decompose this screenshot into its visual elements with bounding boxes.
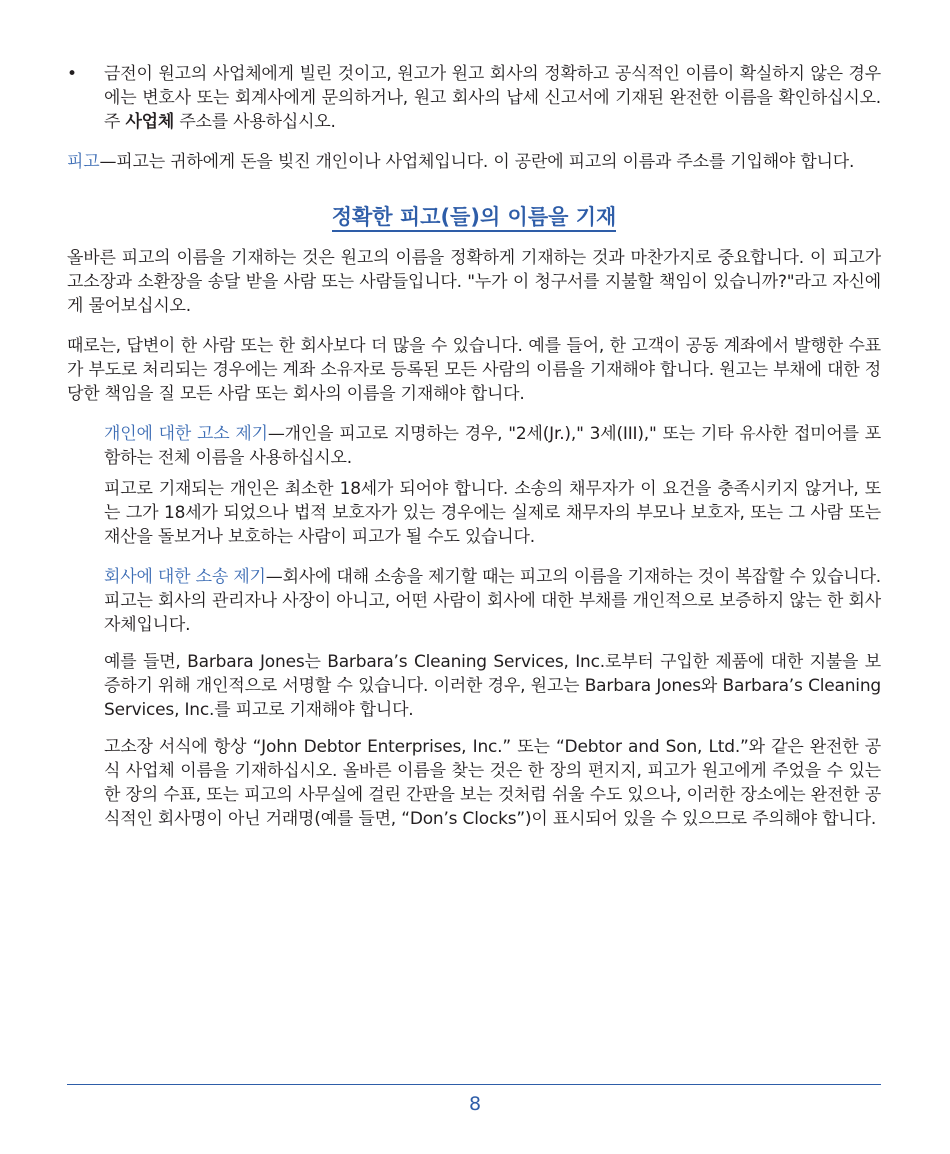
individual-term: 개인에 대한 고소 제기 [104, 424, 268, 444]
page-content [67, 62, 881, 831]
paragraph-business-example: 예를 들면, Barbara Jones는 Barbara’s Cleaning Services, Inc.로부터 구입한 제품에 대한 지불을 보증하기 위해 개인적으로 서명할 수 있습니다. 이러한 경우, 원고는 Barbara Jones와 Barbara’s Cleaning Services, Inc.를 피고로 기재해야 합니다. [104, 652, 882, 720]
defendant-definition-text: —피고는 귀하에게 돈을 빚진 개인이나 사업체입니다. 이 공란에 피고의 이름과 주소를 기입해야 합니다. [99, 152, 855, 172]
section-heading-text: 정확한 피고(들)의 이름을 기재 [332, 205, 617, 232]
business-term: 회사에 대한 소송 제기 [104, 567, 266, 587]
page-number: 8 [468, 1093, 482, 1115]
bullet-marker: • [67, 64, 77, 84]
defendant-definition [67, 150, 881, 174]
bullet-item [67, 62, 881, 134]
individual-definition [67, 422, 881, 470]
paragraph-business-name: 고소장 서식에 항상 “John Debtor Enterprises, Inc.” 또는 “Debtor and Son, Ltd.”와 같은 완전한 공식 사업체 이름을 기재하십시오. 올바른 이름을 찾는 것은 한 장의 편지지, 피고가 원고에게 주었을 수 있는 한 장의 수표, 또는 피고의 사무실에 걸린 간판을 보는 것처럼 쉬울 수도 있으나, 이러한 장소에는 완전한 공식적인 회사명이 아닌 거래명(예를 들면, “Don’s Clocks”)이 표시되어 있을 수 있으므로 주의해야 합니다. [104, 737, 881, 829]
business-definition [67, 565, 881, 637]
bullet-bold-term: 사업체 [125, 112, 175, 132]
section-heading [67, 204, 881, 230]
paragraph-importance: 올바른 피고의 이름을 기재하는 것은 원고의 이름을 정확하게 기재하는 것과 마찬가지로 중요합니다. 이 피고가 고소장과 소환장을 송달 받을 사람 또는 사람들입니다. "누가 이 청구서를 지불할 책임이 있습니까?"라고 자신에게 물어보십시오. [67, 248, 881, 316]
paragraph-individual-age: 피고로 기재되는 개인은 최소한 18세가 되어야 합니다. 소송의 채무자가 이 요건을 충족시키지 않거나, 또는 그가 18세가 되었으나 법적 보호자가 있는 경우에는 실제로 채무자의 부모나 보호자, 또는 그 사람 또는 재산을 돌보거나 보호하는 사람이 피고가 될 수도 있습니다. [104, 479, 881, 547]
bullet-text-before: 금전이 원고의 사업체에게 빌린 것이고, 원고가 원고 회사의 정확하고 공식적인 이름이 확실하지 않은 경우에는 변호사 또는 회계사에게 문의하거나, 원고 회사의 납세 신고서에 기재된 완전한 이름을 확인하십시오. 주 [104, 64, 881, 132]
bullet-text-after: 주소를 사용하십시오. [174, 112, 336, 132]
defendant-term: 피고 [67, 152, 100, 172]
paragraph-multiple-defendants: 때로는, 답변이 한 사람 또는 한 회사보다 더 많을 수 있습니다. 예를 들어, 한 고객이 공동 계좌에서 발행한 수표가 부도로 처리되는 경우에는 계좌 소유자로 등록된 모든 사람의 이름을 기재해야 합니다. 원고는 부채에 대한 정당한 책임을 질 모든 사람 또는 회사의 이름을 기재해야 합니다. [67, 336, 881, 404]
footer-rule [67, 1084, 881, 1085]
business-definition-text: —회사에 대해 소송을 제기할 때는 피고의 이름을 기재하는 것이 복잡할 수 있습니다. 피고는 회사의 관리자나 사장이 아니고, 어떤 사람이 회사에 대한 부채를 개인적으로 보증하지 않는 한 회사 자체입니다. [104, 567, 882, 635]
individual-definition-text: —개인을 피고로 지명하는 경우, "2세(Jr.)," 3세(III)," 또는 기타 유사한 접미어를 포함하는 전체 이름을 사용하십시오. [104, 424, 881, 468]
